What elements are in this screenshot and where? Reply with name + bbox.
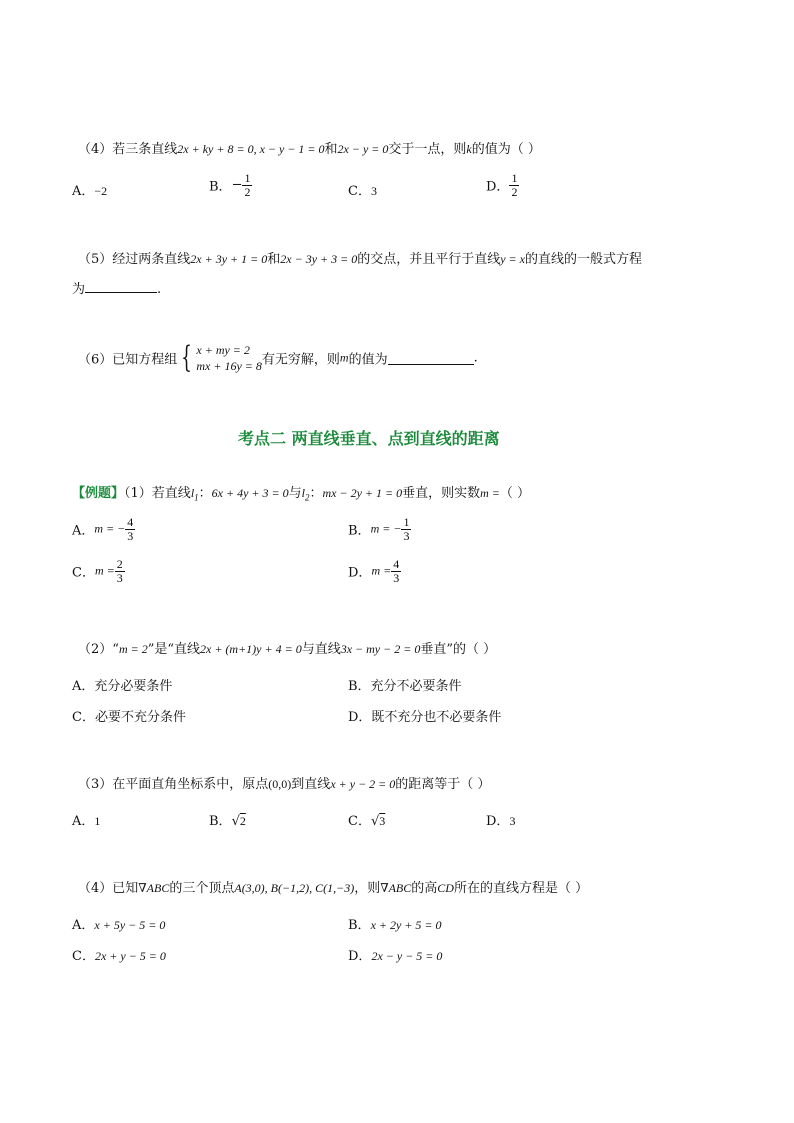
q4-option-b[interactable]: B．− $\frac{1}{2}$ <box>209 171 251 199</box>
ex2-option-c[interactable]: C．必要不充分条件 <box>72 710 186 725</box>
equation-system: x + my = 2 mx + 16y = 8 <box>196 343 262 373</box>
question-5-line2: 为 . <box>72 282 162 297</box>
example-4: （4）已知∇ABC的三个顶点A(3,0), B(−1,2), C(1,−3)，则∇ABC的高CD所在的直线方程是（ ） <box>78 881 589 896</box>
example-tag: 【例题】 <box>72 486 125 501</box>
ex2-option-a[interactable]: A．充分必要条件 <box>72 679 173 694</box>
answer-blank[interactable] <box>85 280 157 293</box>
ex1-option-d[interactable]: D．m = $\frac{4}{3}$ <box>348 557 400 585</box>
example-1: 【例题】（1）若直线$l_1$：6x + 4y + 3 = 0与$l_2$：mx − 2y + 1 = 0垂直，则实数m =（ ） <box>72 486 531 503</box>
sqrt-icon: √ <box>370 814 380 829</box>
ex3-option-b[interactable]: B．√2 <box>209 814 246 829</box>
ex1-option-c[interactable]: C．m = $\frac{2}{3}$ <box>72 557 123 585</box>
section-title: 考点二 两直线垂直、点到直线的距离 <box>238 429 500 448</box>
ex2-option-d[interactable]: D．既不充分也不必要条件 <box>348 710 502 725</box>
sqrt-icon: √ <box>231 814 240 829</box>
q4-option-c[interactable]: C．3 <box>348 184 377 199</box>
ex3-option-a[interactable]: A．1 <box>72 814 101 829</box>
fraction: $\frac{2}{3}$ <box>116 557 123 585</box>
ex2-option-b[interactable]: B．充分不必要条件 <box>348 679 462 694</box>
example-2: （2）“m = 2”是“直线2x + (m+1)y + 4 = 0与直线3x − my − 2 = 0垂直”的（ ） <box>78 642 497 657</box>
fraction: $\frac{4}{3}$ <box>127 515 134 543</box>
ex4-option-c[interactable]: C．2x + y − 5 = 0 <box>72 949 166 964</box>
example-3: （3）在平面直角坐标系中，原点(0,0)到直线x + y − 2 = 0的距离等于（ ） <box>78 777 491 792</box>
fraction: $\frac{1}{2}$ <box>244 171 251 199</box>
ex4-option-b[interactable]: B．x + 2y + 5 = 0 <box>348 918 442 933</box>
q4-option-a[interactable]: A．−2 <box>72 184 108 199</box>
ex4-option-a[interactable]: A．x + 5y − 5 = 0 <box>72 918 166 933</box>
fraction: $\frac{4}{3}$ <box>393 557 400 585</box>
q4-option-d[interactable]: D． $\frac{1}{2}$ <box>486 171 518 199</box>
ex4-option-d[interactable]: D．2x − y − 5 = 0 <box>348 949 443 964</box>
fraction: $\frac{1}{2}$ <box>511 171 518 199</box>
question-5: （5）经过两条直线2x + 3y + 1 = 0和2x − 3y + 3 = 0的交点，并且平行于直线y = x的直线的一般式方程 <box>78 252 642 267</box>
ex1-option-b[interactable]: B．m = − $\frac{1}{3}$ <box>348 515 410 543</box>
ex3-option-d[interactable]: D．3 <box>486 814 516 829</box>
fraction: $\frac{1}{3}$ <box>403 515 410 543</box>
brace-icon: { <box>181 340 193 375</box>
ex3-option-c[interactable]: C．√3 <box>348 814 386 829</box>
ex1-option-a[interactable]: A．m = − $\frac{4}{3}$ <box>72 515 134 543</box>
question-6: （6）已知方程组 { x + my = 2 mx + 16y = 8 有无穷解，则m的值为 . <box>78 340 478 375</box>
answer-blank[interactable] <box>388 352 474 365</box>
question-4: （4）若三条直线2x + ky + 8 = 0, x − y − 1 = 0和2x − y = 0交于一点，则k的值为（ ） <box>78 142 541 157</box>
